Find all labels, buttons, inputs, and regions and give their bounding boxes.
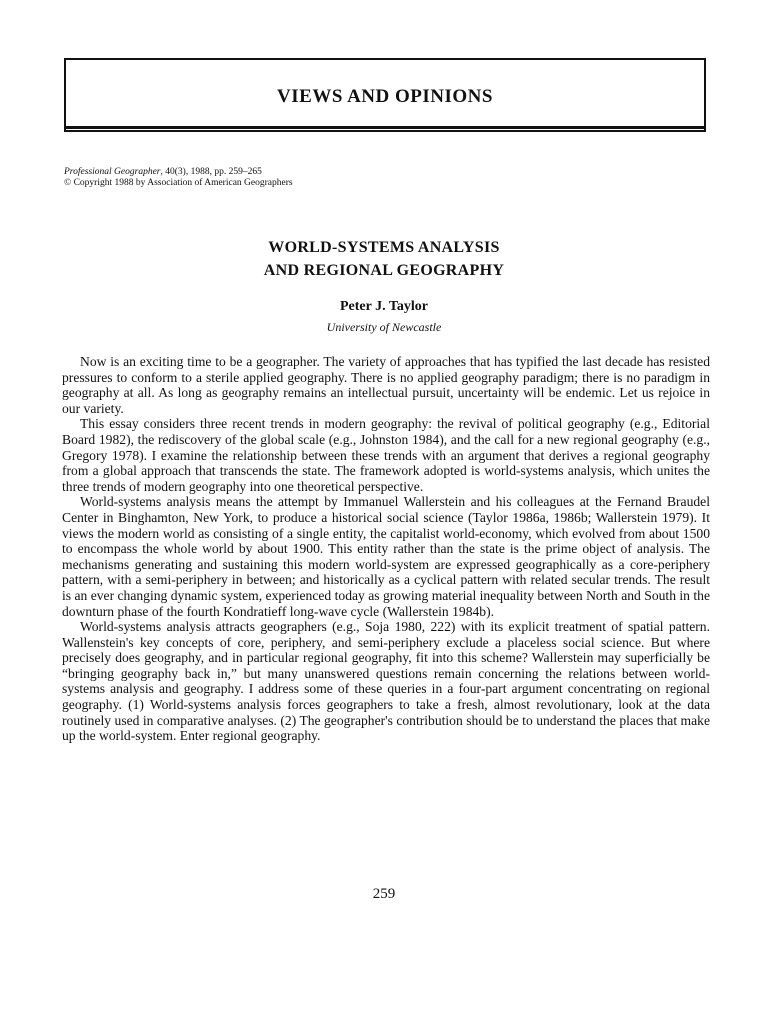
section-header-box: [64, 58, 706, 132]
body-paragraph: World-systems analysis means the attempt by Immanuel Wallerstein and his colleagues at the Fernand Braudel Center in Binghamton, New York, to produce a historical social science (Taylor 1986a, 1986b; Wallerstein 1979). It views the modern world as consisting of a single entity, the capitalist world-economy, which evolved from about 1500 to encompass the whole world by about 1900. This entity rather than the state is the prime object of analysis. The mechanisms generating and sustaining this modern world-system are expressed geographically as a core-periphery pattern, with a semi-periphery in between; and historically as a cyclical pattern with related secular trends. The result is an ever changing dynamic system, experienced today as growing material inequality between North and South in the downturn phase of the fourth Kondratieff long-wave cycle (Wallerstein 1984b).: [62, 494, 710, 619]
copyright-line: © Copyright 1988 by Association of American Geographers: [64, 178, 293, 188]
citation-details: , 40(3), 1988, pp. 259–265: [160, 167, 262, 177]
citation-block: [64, 167, 293, 189]
body-paragraph: Now is an exciting time to be a geographer. The variety of approaches that has typified the last decade has resisted pressures to conform to a sterile applied geography. There is no applied geography paradigm; there is no paradigm in geography at all. As long as geography remains an intellectual pursuit, uncertainty will be endemic. Let us rejoice in our variety.: [62, 354, 710, 416]
journal-name: Professional Geographer: [64, 167, 161, 177]
body-paragraph: This essay considers three recent trends in modern geography: the revival of political geography (e.g., Editorial Board 1982), the rediscovery of the global scale (e.g., Johnston 1984), and the call for a new regional geography (e.g., Gregory 1978). I examine the relationship between these trends with an argument that derives a regional geography from a global approach that transcends the state. The framework adopted is world-systems analysis, which unites the three trends of modern geography into one theoretical perspective.: [62, 416, 710, 494]
article-body: [62, 354, 710, 744]
article-title: [0, 236, 768, 282]
page-number: 259: [372, 886, 396, 902]
author-affiliation: University of Newcastle: [326, 320, 442, 334]
body-paragraph: World-systems analysis attracts geographers (e.g., Soja 1980, 222) with its explicit treatment of spatial pattern. Wallenstein's key concepts of core, periphery, and semi-periphery exclude a placeless social science. But where precisely does geography, and in particular regional geography, fit into this scheme? Wallerstein may superficially be “bringing geography back in,” but many unanswered questions remain concerning the relations between world-systems analysis and geography. I address some of these queries in a four-part argument concentrating on regional geography. (1) World-systems analysis forces geographers to take a fresh, almost revolutionary, look at the data routinely used in comparative analyses. (2) The geographer's contribution should be to understand the places that make up the world-system. Enter regional geography.: [62, 619, 710, 744]
article-title-line-2: AND REGIONAL GEOGRAPHY: [263, 262, 505, 279]
article-title-line-1: WORLD-SYSTEMS ANALYSIS: [268, 239, 500, 256]
citation-line: [64, 167, 293, 178]
header-rule: [64, 126, 706, 129]
author-name: Peter J. Taylor: [339, 299, 428, 314]
section-title: VIEWS AND OPINIONS: [277, 86, 493, 107]
